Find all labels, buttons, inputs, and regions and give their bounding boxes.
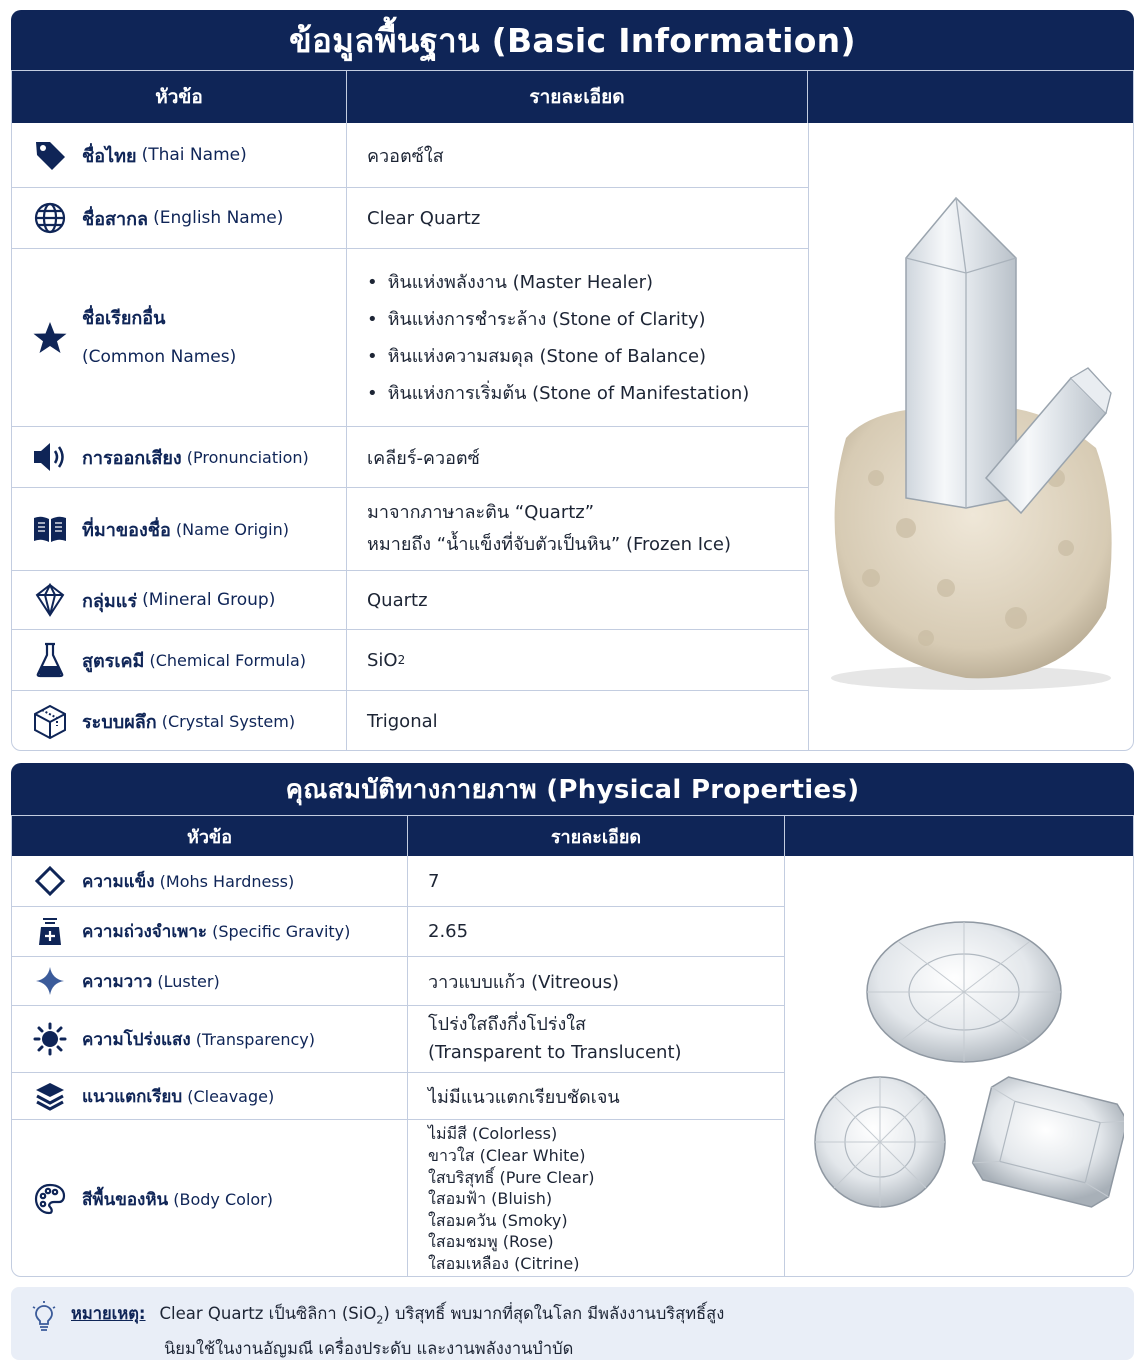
row-chemical-formula [12,630,808,691]
physical-col-topic: หัวข้อ [12,816,408,856]
row-english-name [12,188,808,249]
row-common-names [12,249,808,427]
row-crystal-system [12,691,808,751]
cleavage-label-en: (Cleavage) [187,1086,275,1106]
note-line1-b: ) บริสุทธิ์ พบมากที่สุดในโลก มีพลังงานบริสุทธิ์สูง [383,1304,725,1323]
row-name-origin [12,488,808,571]
palette-icon [30,1182,70,1216]
book-icon [30,514,70,544]
thai-name-value: ควอตซ์ใส [367,145,444,167]
transparency-line2: (Transparent to Translucent) [428,1042,682,1063]
gravity-label: ความถ่วงจำเพาะ [82,922,208,942]
list-item: ใสอมชมพู (Rose) [428,1232,554,1252]
cleavage-value: ไม่มีแนวแตกเรียบชัดเจน [428,1086,620,1108]
basic-col-image [808,71,1133,123]
transparency-label: ความโปร่งแสง [82,1029,191,1050]
crystal-system-label-en: (Crystal System) [161,712,296,731]
list-item: ใสอมควัน (Smoky) [428,1210,568,1230]
note-box [11,1287,1134,1360]
body-color-label: สีพื้นของหิน [82,1189,169,1210]
row-hardness [12,856,784,907]
diamond-outline-icon [30,866,70,896]
common-names-label-en: (Common Names) [82,346,237,367]
row-transparency [12,1006,784,1073]
pronunciation-value: เคลียร์-ควอตซ์ [367,447,480,469]
list-item: • หินแห่งการชำระล้าง (Stone of Clarity) [367,301,749,338]
transparency-label-en: (Transparency) [195,1029,315,1049]
cut-gemstones-image [785,856,1133,1277]
list-item: ใสบริสุทธิ์ (Pure Clear) [428,1167,595,1187]
hardness-label-en: (Mohs Hardness) [159,871,295,891]
gravity-label-en: (Specific Gravity) [212,922,351,941]
row-body-color [12,1120,784,1277]
luster-value: วาวแบบแก้ว (Vitreous) [428,971,620,993]
list-item: ขาวใส (Clear White) [428,1146,586,1166]
common-names-list [367,264,749,412]
globe-icon [30,201,70,235]
physical-section-title: คุณสมบัติทางกายภาพ (Physical Properties) [11,763,1134,815]
hardness-value: 7 [428,870,440,892]
thai-name-label: ชื่อไทย [82,145,137,167]
cleavage-label: แนวแตกเรียบ [82,1086,183,1107]
english-name-label: ชื่อสากล [82,208,149,230]
basic-info-table [11,70,1134,751]
english-name-label-en: (English Name) [153,208,284,228]
list-item: • หินแห่งความสมดุล (Stone of Balance) [367,338,749,375]
mineral-group-label-en: (Mineral Group) [142,590,276,610]
mineral-group-value: Quartz [367,589,428,611]
basic-col-detail: รายละเอียด [347,71,808,123]
layers-icon [30,1081,70,1111]
transparency-line1: โปร่งใสถึงกึ่งโปร่งใส [428,1014,587,1035]
row-thai-name [12,123,808,188]
physical-col-image [785,816,1133,856]
sparkle-icon [30,966,70,996]
basic-col-topic: หัวข้อ [12,71,347,123]
note-line2: นิยมใช้ในงานอัญมณี เครื่องประดับ และงานพลังงานบำบัด [164,1339,574,1359]
english-name-value: Clear Quartz [367,207,481,229]
row-luster [12,957,784,1006]
formula-subscript: 2 [397,653,406,667]
luster-label: ความวาว [82,971,153,992]
row-specific-gravity [12,907,784,957]
flask-icon [30,642,70,678]
crystal-system-label: ระบบผลึก [82,712,157,733]
hardness-label: ความแข็ง [82,871,155,892]
note-line1-sub: 2 [376,1313,384,1327]
weight-icon [30,917,70,947]
name-origin-line1: มาจากภาษาละติน “Quartz” [367,502,595,523]
gem-icon [30,583,70,617]
cube-icon [30,704,70,740]
pronunciation-label-en: (Pronunciation) [186,447,309,467]
body-color-label-en: (Body Color) [173,1189,273,1209]
mineral-group-label: กลุ่มแร่ [82,590,138,612]
speaker-icon [30,440,70,474]
name-origin-label-en: (Name Origin) [175,519,290,539]
clear-quartz-crystal-image [809,123,1133,751]
luster-label-en: (Luster) [157,971,220,991]
pronunciation-label: การออกเสียง [82,447,182,469]
list-item: • หินแห่งการเริ่มต้น (Stone of Manifestation) [367,375,749,412]
row-cleavage [12,1073,784,1120]
list-item: ใสอมฟ้า (Bluish) [428,1189,553,1209]
name-origin-line2: หมายถึง “น้ำแข็งที่จับตัวเป็นหิน” (Frozen Ice) [367,534,731,555]
chemical-formula-label: สูตรเคมี [82,650,145,672]
note-label: หมายเหตุ: [71,1304,146,1323]
tag-icon [30,138,70,172]
list-item: • หินแห่งพลังงาน (Master Healer) [367,264,749,301]
chemical-formula-value [347,630,405,690]
note-line1-a: Clear Quartz เป็นซิลิกา (SiO [159,1304,377,1323]
formula-main: SiO [367,649,398,671]
row-pronunciation [12,427,808,488]
lightbulb-icon [31,1301,57,1335]
sun-icon [30,1022,70,1056]
list-item: ใสอมเหลือง (Citrine) [428,1253,580,1273]
name-origin-label: ที่มาของชื่อ [82,519,171,541]
star-icon [30,320,70,356]
list-item: ไม่มีสี (Colorless) [428,1124,558,1144]
physical-col-detail: รายละเอียด [408,816,785,856]
thai-name-label-en: (Thai Name) [141,145,247,165]
common-names-label: ชื่อเรียกอื่น [82,307,166,329]
basic-section-title: ข้อมูลพื้นฐาน (Basic Information) [11,10,1134,70]
physical-properties-table [11,815,1134,1277]
gravity-value: 2.65 [428,921,469,942]
chemical-formula-label-en: (Chemical Formula) [149,650,306,670]
crystal-system-value: Trigonal [367,711,438,732]
row-mineral-group [12,571,808,630]
